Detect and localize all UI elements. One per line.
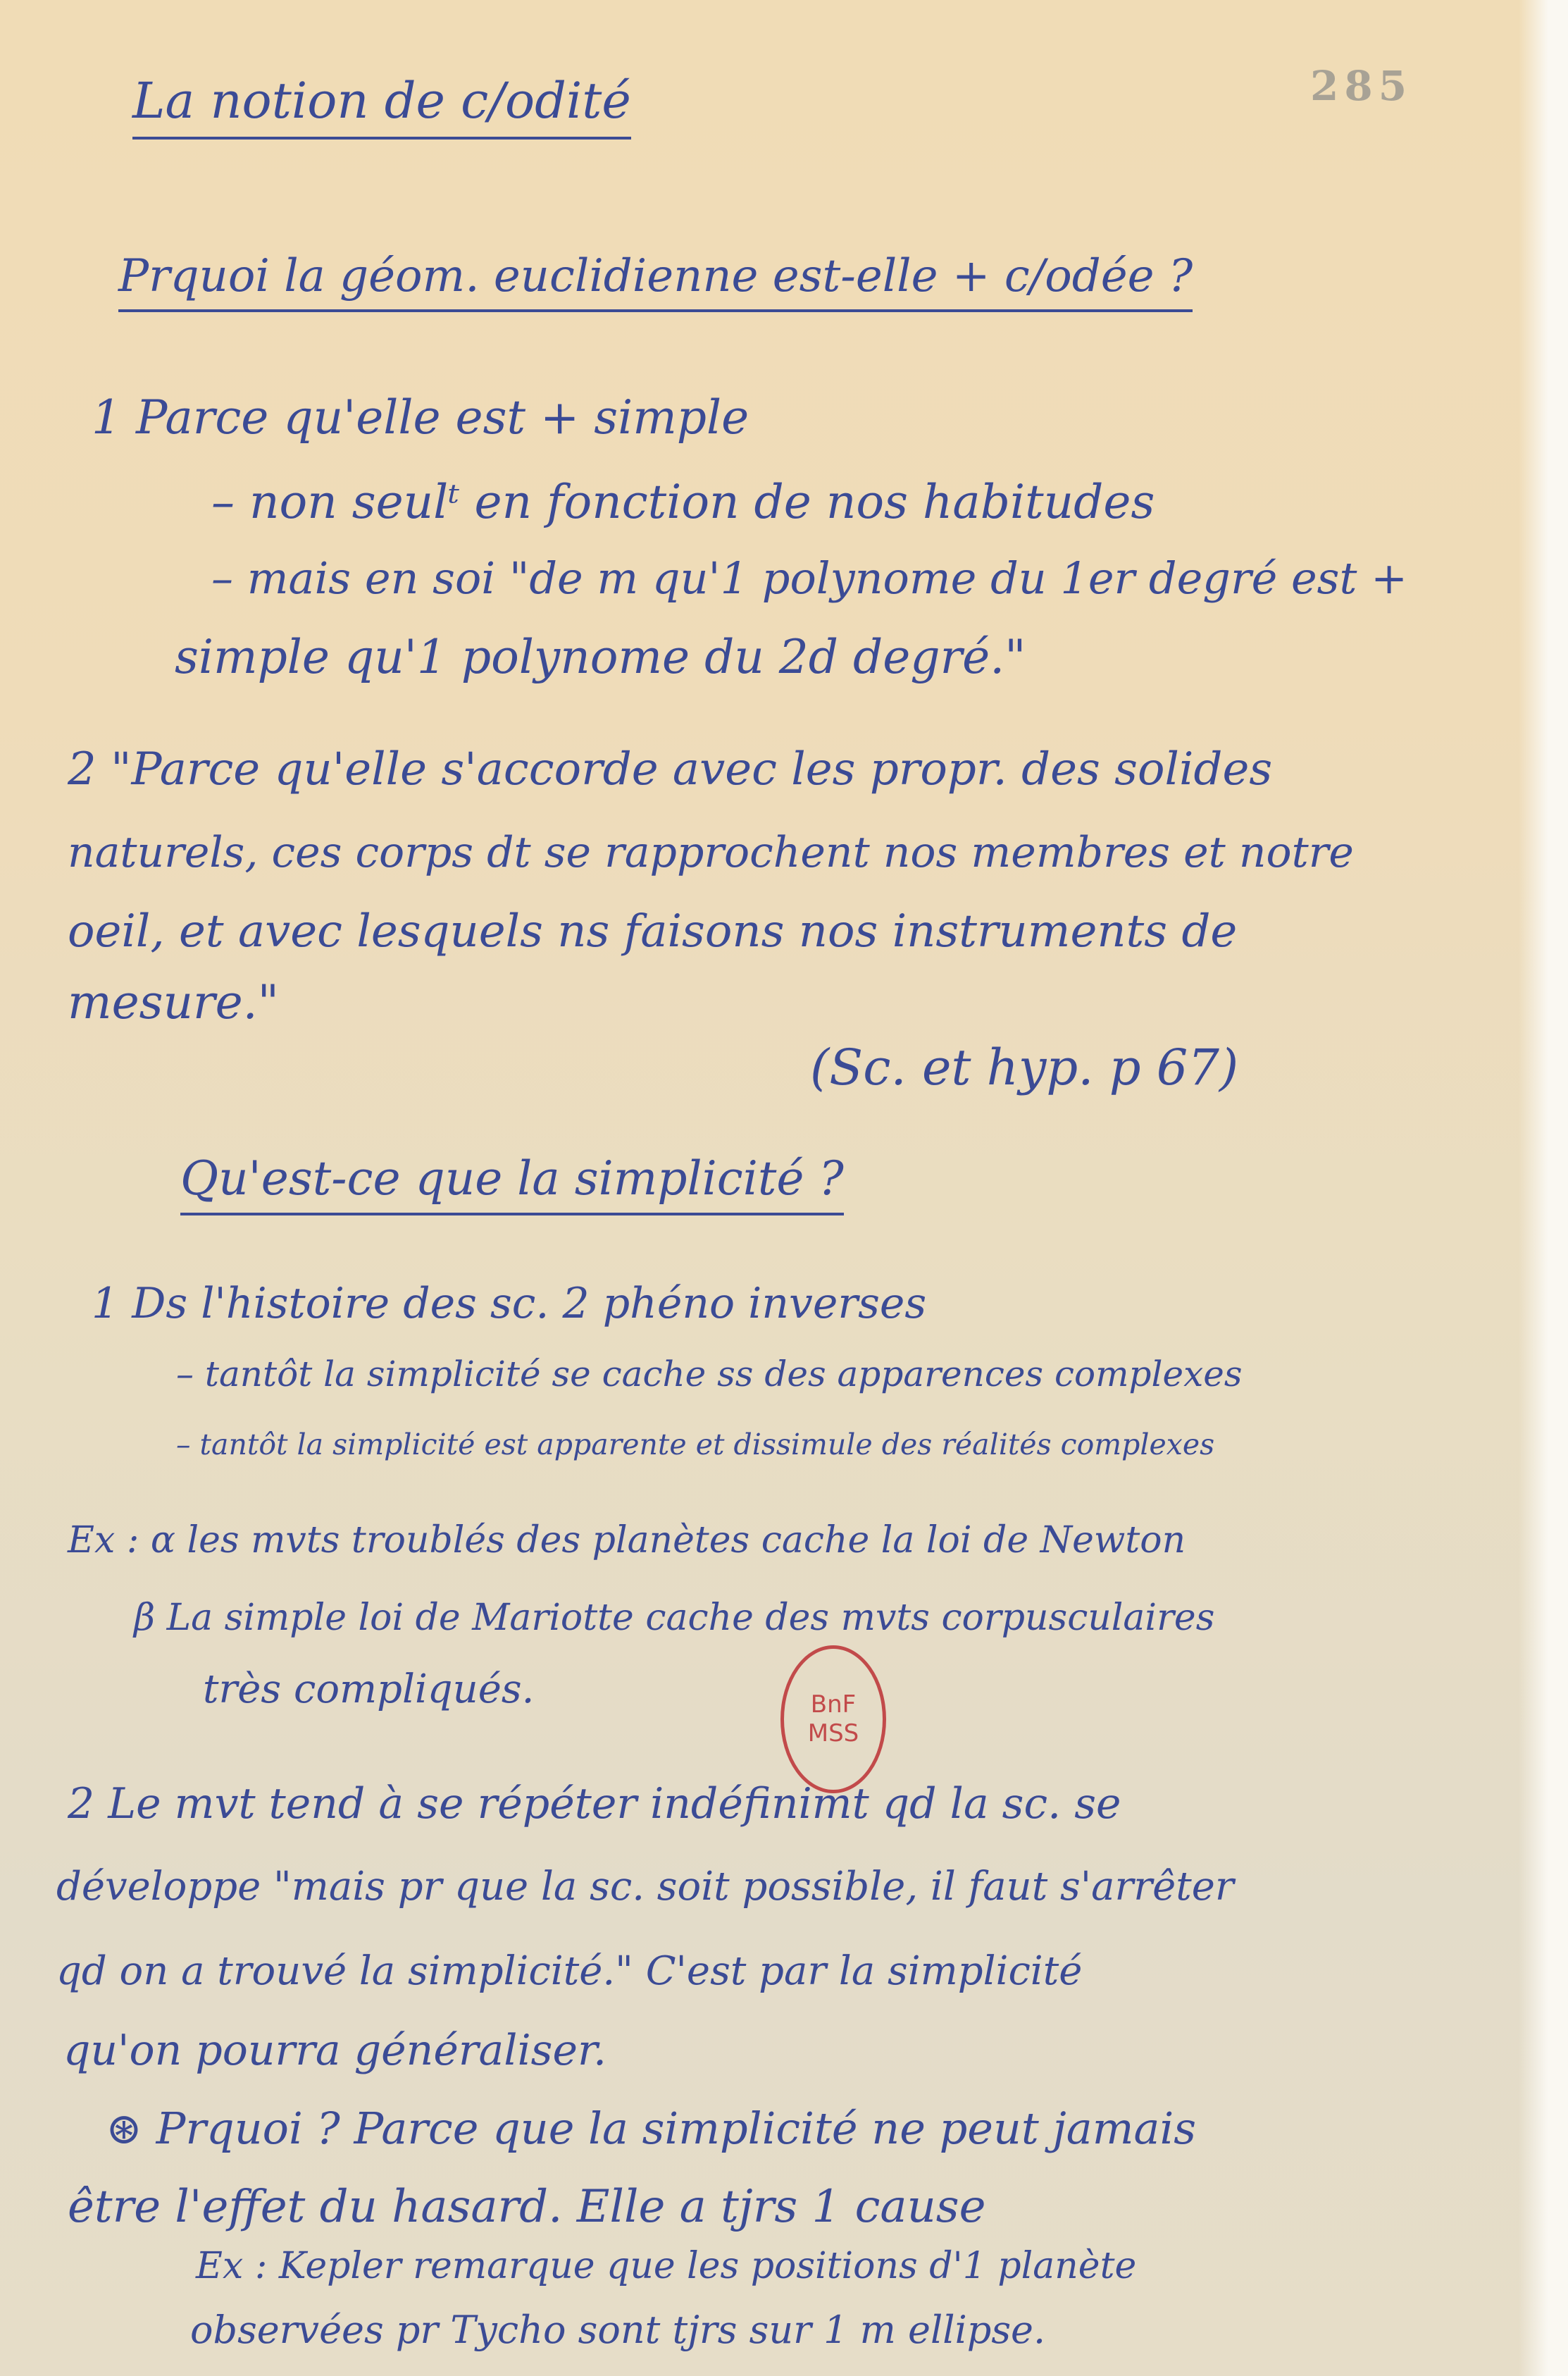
text-line: – mais en soi "de m qu'1 polynome du 1er degré est + [211,552,1408,604]
question-heading-text: Prquoi la géom. euclidienne est-elle + c/odée ? [118,250,1193,312]
folio-number: 285 [1310,62,1413,110]
title [132,72,631,130]
text-line: 1 Parce qu'elle est + simple [92,390,749,445]
text-line: développe "mais pr que la sc. soit possible, il faut s'arrêter [56,1864,1234,1910]
text-line: qd on a trouvé la simplicité." C'est par la simplicité [56,1948,1083,1994]
subheading-text: Qu'est-ce que la simplicité ? [180,1151,844,1215]
question-heading [118,250,1193,302]
text-line: – tantôt la simplicité se cache ss des apparences complexes [176,1354,1243,1394]
bnf-stamp [780,1645,886,1793]
stamp-line: MSS [807,1719,859,1747]
text-line: oeil, et avec lesquels ns faisons nos instruments de [68,905,1238,958]
text-line: naturels, ces corps dt se rapprochent nos membres et notre [68,828,1354,877]
text-line: 2 Le mvt tend à se répéter indéfinimt qd la sc. se [68,1779,1121,1829]
text-line: observées pr Tycho sont tjrs sur 1 m ellipse. [190,2308,1046,2352]
text-line: simple qu'1 polynome du 2d degré." [175,630,1026,684]
text-line: qu'on pourra généraliser. [63,2026,607,2075]
text-line: – non seulᵗ en fonction de nos habitudes [211,475,1155,529]
page-edge [1519,0,1568,2376]
text-line: être l'effet du hasard. Elle a tjrs 1 cause [68,2181,986,2233]
text-line: très compliqués. [203,1666,535,1712]
text-line: Ex : α les mvts troublés des planètes cache la loi de Newton [68,1519,1186,1561]
title-text: La notion de c/odité [132,72,631,140]
stamp-line: BnF [810,1690,857,1719]
text-line: 2 "Parce qu'elle s'accorde avec les propr. des solides [68,743,1273,796]
text-line: Ex : Kepler remarque que les positions d'1 planète [196,2245,1137,2287]
text-line: 1 Ds l'histoire des sc. 2 phéno inverses [92,1279,927,1328]
citation: (Sc. et hyp. p 67) [810,1039,1239,1096]
text-line: ⊛ Prquoi ? Parce que la simplicité ne peut jamais [106,2103,1197,2154]
subheading [180,1151,844,1206]
text-line: mesure." [68,975,279,1029]
text-line: β La simple loi de Mariotte cache des mvts corpusculaires [134,1597,1215,1639]
text-line: – tantôt la simplicité est apparente et dissimule des réalités complexes [176,1428,1215,1461]
